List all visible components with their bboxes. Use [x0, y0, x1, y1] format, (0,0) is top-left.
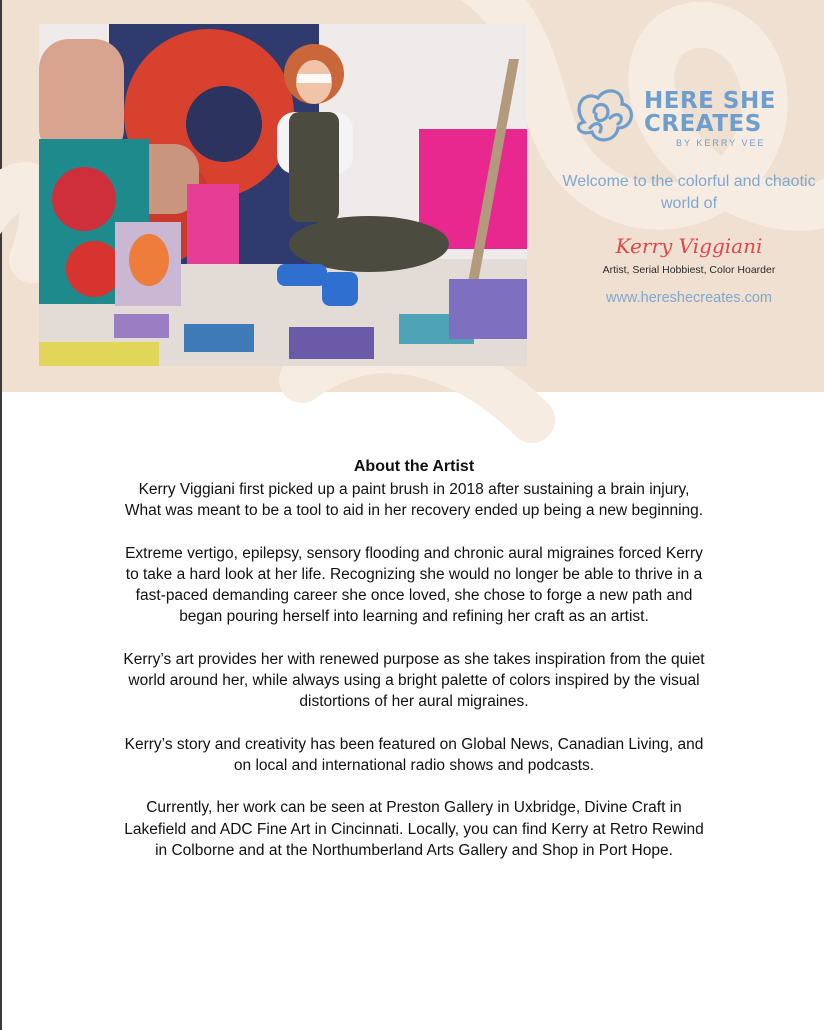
about-paragraph-3: Kerry’s art provides her with renewed purpose as she takes inspiration from the quiet world around her, while always using a bright palette of colors inspired by the visual distortions of her aural migraines.	[123, 650, 705, 711]
artist-tagline: Artist, Serial Hobbiest, Color Hoarder	[602, 264, 776, 276]
signature-text: Kerry Viggiani	[615, 234, 763, 258]
about-paragraph-5: Currently, her work can be seen at Preston Gallery in Uxbridge, Divine Craft in Lakefield and ADC Fine Art in Cincinnati. Locally, you can find Kerry at Retro Rewind in Colborne and at the Northumberland Arts Gallery and Shop in Port Hope.	[124, 799, 704, 859]
about-paragraph-2: Extreme vertigo, epilepsy, sensory flooding and chronic aural migraines forced Kerry to take a hard look at her life. Recognizing she would no longer be able to thrive in a fast-paced demanding career she once loved, she chose to forge a new path and began pouring herself into learning and refining her craft as an artist.	[125, 544, 703, 626]
artist-photo-illustration	[39, 24, 527, 366]
brand-byline: BY KERRY VEE	[676, 138, 766, 148]
scribble-logo-icon	[572, 82, 638, 148]
brand-logo	[570, 82, 780, 152]
header-banner	[2, 0, 824, 392]
about-section	[120, 456, 708, 882]
about-paragraph-1: Kerry Viggiani first picked up a paint brush in 2018 after sustaining a brain injury, What was meant to be a tool to aid in her recovery ended up being a new beginning.	[124, 481, 704, 520]
artist-photo	[39, 24, 527, 366]
website-link[interactable]: www.hereshecreates.com	[605, 290, 772, 306]
about-paragraph-4: Kerry’s story and creativity has been featured on Global News, Canadian Living, and on local and international radio shows and podcasts.	[124, 735, 704, 774]
brand-title-line1: HERE SHE	[644, 88, 776, 114]
signature	[615, 231, 763, 261]
welcome-text: Welcome to the colorful and chaotic world of	[562, 173, 816, 212]
brand-title-line2: CREATES	[644, 111, 762, 137]
about-heading: About the Artist	[353, 458, 475, 475]
